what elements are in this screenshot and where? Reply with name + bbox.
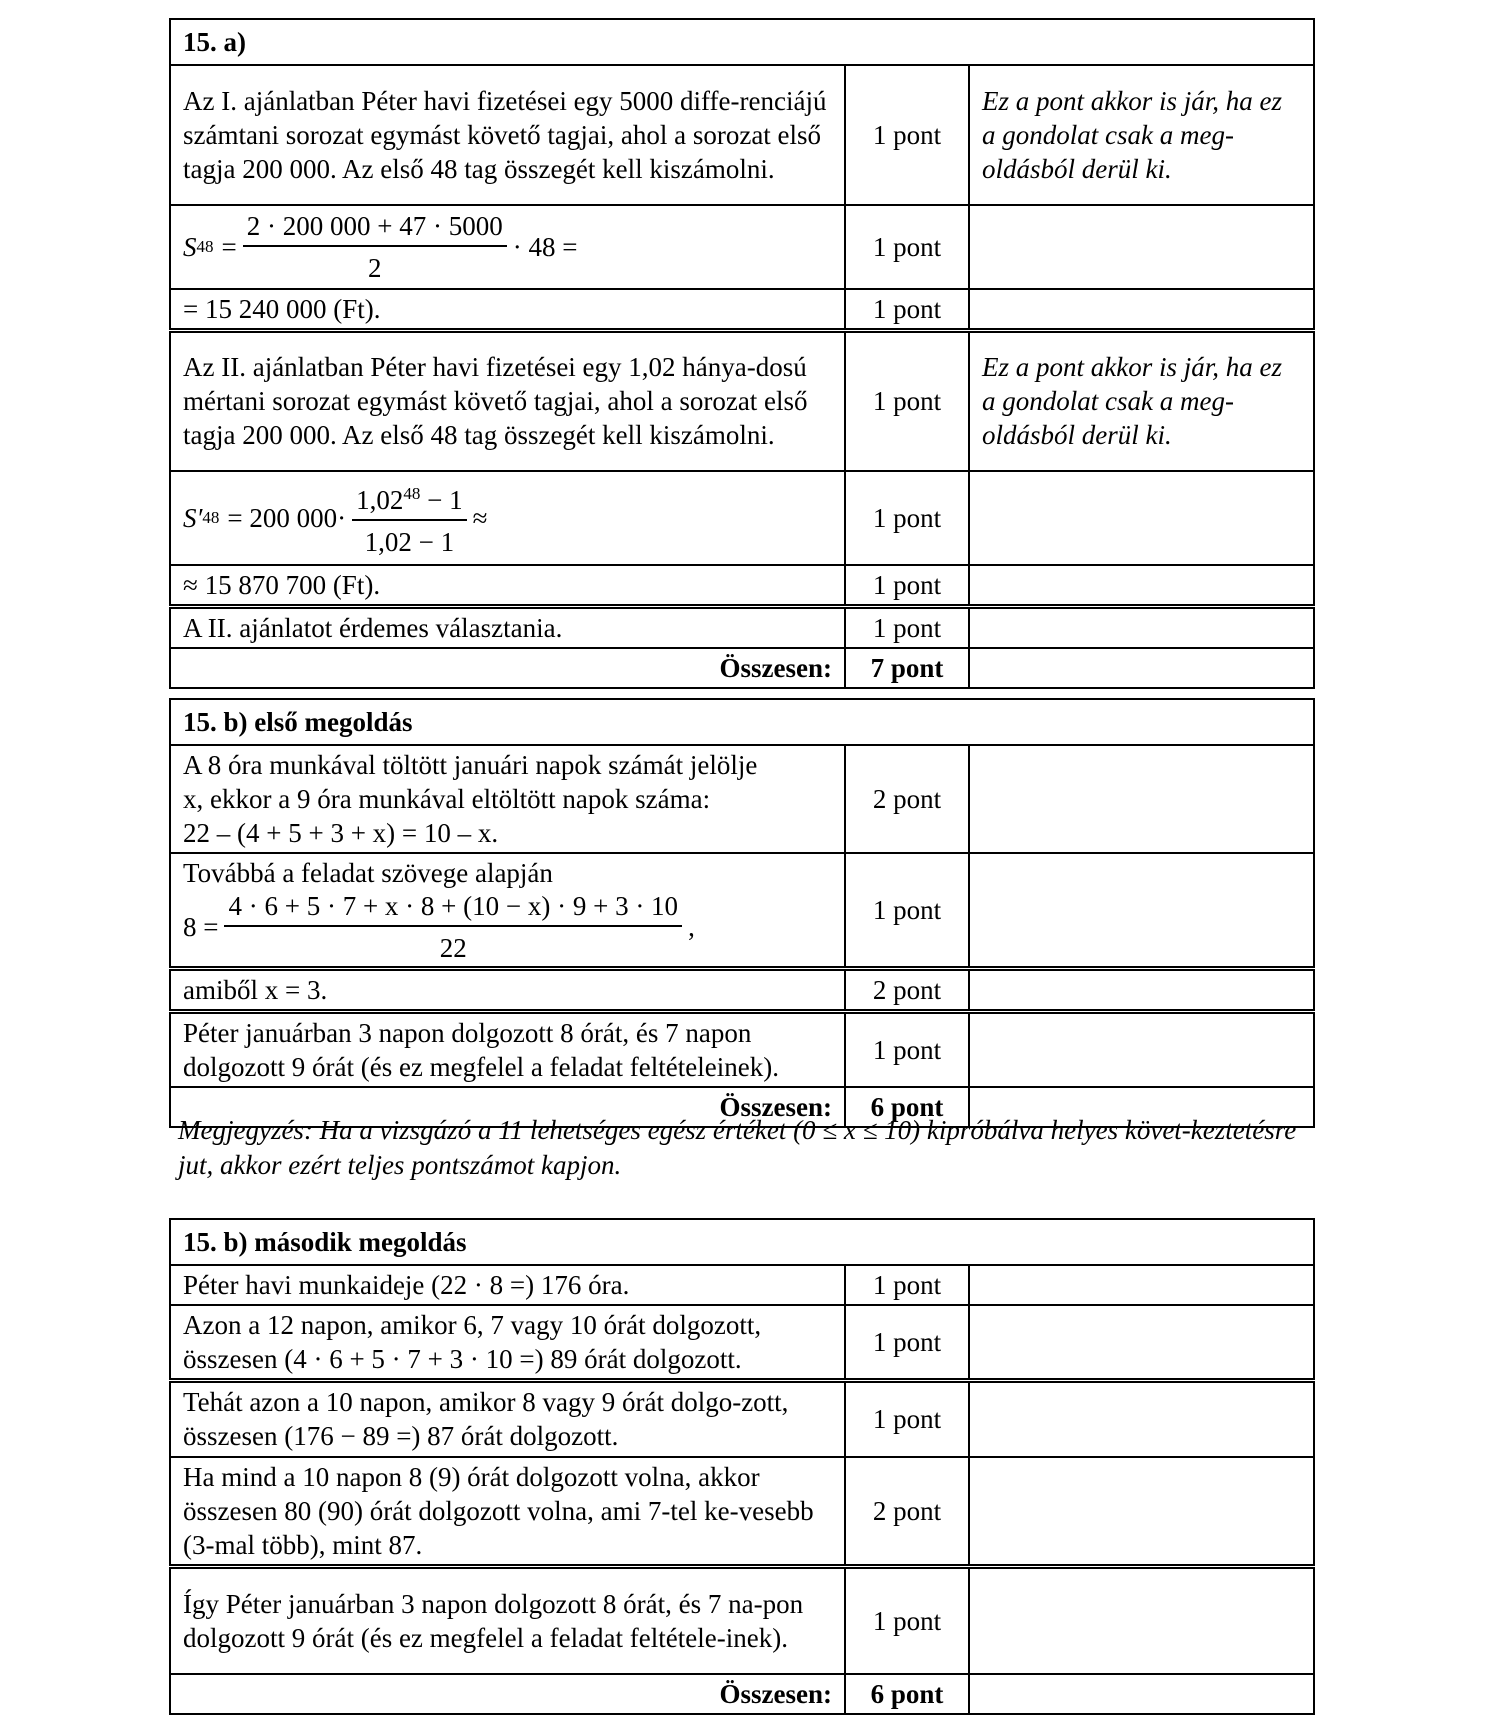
formula-equals: = bbox=[221, 232, 237, 262]
total-points: 7 pont bbox=[845, 648, 969, 688]
solution-text: Az I. ajánlatban Péter havi fizetései egy 5000 diffe-renciájú számtani sorozat egymást követő tagjai, ahol a sorozat első tagja 200 000. Az első 48 tag összegét kell kiszámolni. bbox=[170, 65, 845, 205]
solution-text bbox=[170, 745, 845, 853]
formula-tail: , bbox=[688, 912, 695, 942]
table-row bbox=[170, 331, 1314, 471]
table-15b-second bbox=[169, 1218, 1315, 1715]
solution-text: Péter havi munkaideje (22 · 8 =) 176 óra. bbox=[170, 1265, 845, 1305]
section-number: 15. b) bbox=[183, 707, 248, 737]
points-cell: 1 pont bbox=[845, 1012, 969, 1088]
numerator-base: 1,02 bbox=[356, 484, 404, 515]
solution-text: Így Péter januárban 3 napon dolgozott 8 órát, és 7 na-pon dolgozott 9 órát (és ez megfelel a feladat feltétele-inek). bbox=[170, 1566, 845, 1674]
points-cell: 1 pont bbox=[845, 565, 969, 607]
numerator-rest: − 1 bbox=[420, 484, 463, 515]
section-heading bbox=[170, 1219, 1314, 1265]
remark-text: Megjegyzés: Ha a vizsgázó a 11 lehetséges egész értéket (0 ≤ x ≤ 10) kipróbálva helyes követ-keztetésre jut, akkor ezért teljes pontszámot kapjon. bbox=[178, 1115, 1297, 1180]
note-cell bbox=[969, 1381, 1314, 1457]
note-cell bbox=[969, 1265, 1314, 1305]
note-cell: Ez a pont akkor is jár, ha ez a gondolat csak a meg-oldásból derül ki. bbox=[969, 331, 1314, 471]
table-row bbox=[170, 1381, 1314, 1457]
solution-text: Tehát azon a 10 napon, amikor 8 vagy 9 órát dolgo-zott, összesen (176 − 89 =) 87 órát dolgozott. bbox=[170, 1381, 845, 1457]
text-line: Továbbá a feladat szövege alapján bbox=[183, 858, 553, 888]
fraction bbox=[352, 477, 466, 559]
formula-lhs: 8 = bbox=[183, 912, 219, 942]
note-cell bbox=[969, 969, 1314, 1012]
points-cell: 1 pont bbox=[845, 471, 969, 565]
table-15a bbox=[169, 18, 1315, 689]
text-line: 22 – (4 + 5 + 3 + x) = 10 – x. bbox=[183, 818, 499, 848]
points-cell: 1 pont bbox=[845, 606, 969, 648]
table-row bbox=[170, 1012, 1314, 1088]
text-line: x, ekkor a 9 óra munkával eltöltött napok száma: bbox=[183, 784, 711, 814]
total-label: Összesen: bbox=[170, 1087, 845, 1127]
total-label: Összesen: bbox=[170, 648, 845, 688]
fraction bbox=[243, 209, 507, 285]
solution-text: = 15 240 000 (Ft). bbox=[170, 289, 845, 331]
fraction-denominator: 2 bbox=[367, 253, 382, 283]
note-cell bbox=[969, 1566, 1314, 1674]
note-cell bbox=[969, 853, 1314, 969]
formula-equals: = 200 000· bbox=[227, 502, 347, 533]
note-cell bbox=[969, 471, 1314, 565]
points-cell: 1 pont bbox=[845, 65, 969, 205]
solution-text: amiből x = 3. bbox=[170, 969, 845, 1012]
points-cell: 1 pont bbox=[845, 331, 969, 471]
empty-cell bbox=[969, 1674, 1314, 1714]
note-cell bbox=[969, 289, 1314, 331]
note-cell bbox=[969, 565, 1314, 607]
formula-tail: ≈ bbox=[472, 502, 488, 533]
note-cell bbox=[969, 1012, 1314, 1088]
table-row bbox=[170, 289, 1314, 331]
table-row bbox=[170, 1265, 1314, 1305]
points-cell: 1 pont bbox=[845, 1381, 969, 1457]
formula-subscript: 48 bbox=[196, 237, 214, 256]
note-cell: Ez a pont akkor is jár, ha ez a gondolat csak a meg-oldásból derül ki. bbox=[969, 65, 1314, 205]
table-row bbox=[170, 565, 1314, 607]
solution-text: ≈ 15 870 700 (Ft). bbox=[170, 565, 845, 607]
formula-cell bbox=[170, 853, 845, 969]
formula-tail: · 48 = bbox=[512, 232, 578, 262]
points-cell: 1 pont bbox=[845, 289, 969, 331]
points-cell: 1 pont bbox=[845, 1566, 969, 1674]
note-cell bbox=[969, 1457, 1314, 1567]
solution-text: Péter januárban 3 napon dolgozott 8 órát, és 7 napon dolgozott 9 órát (és ez megfelel a feladat feltételeinek). bbox=[170, 1012, 845, 1088]
total-points: 6 pont bbox=[845, 1674, 969, 1714]
points-cell: 1 pont bbox=[845, 1265, 969, 1305]
table-row bbox=[170, 745, 1314, 853]
table-row bbox=[170, 1566, 1314, 1674]
table-row bbox=[170, 205, 1314, 289]
note-cell bbox=[969, 606, 1314, 648]
table-row bbox=[170, 969, 1314, 1012]
text-line: A 8 óra munkával töltött januári napok számát jelölje bbox=[183, 750, 758, 780]
section-heading bbox=[170, 699, 1314, 745]
empty-cell bbox=[969, 648, 1314, 688]
total-row bbox=[170, 1674, 1314, 1714]
table-row bbox=[170, 471, 1314, 565]
table-row bbox=[170, 853, 1314, 969]
formula-subscript: 48 bbox=[202, 507, 220, 527]
points-cell: 1 pont bbox=[845, 1305, 969, 1381]
note-cell bbox=[969, 745, 1314, 853]
points-cell: 2 pont bbox=[845, 969, 969, 1012]
fraction-numerator: 2 · 200 000 + 47 · 5000 bbox=[243, 209, 507, 247]
section-number: 15. b) bbox=[183, 1227, 248, 1257]
points-cell: 2 pont bbox=[845, 745, 969, 853]
solution-text: Az II. ajánlatban Péter havi fizetései egy 1,02 hánya-dosú mértani sorozat egymást követő tagjai, ahol a sorozat első tagja 200 000. Az első 48 tag összegét kell kiszámolni. bbox=[170, 331, 845, 471]
note-cell bbox=[969, 205, 1314, 289]
numerator-exponent: 48 bbox=[403, 483, 421, 503]
fraction-denominator: 22 bbox=[439, 933, 467, 963]
formula-cell bbox=[170, 471, 845, 565]
fraction-numerator bbox=[352, 477, 466, 521]
points-cell: 1 pont bbox=[845, 853, 969, 969]
total-points: 6 pont bbox=[845, 1087, 969, 1127]
table-row bbox=[170, 1457, 1314, 1567]
points-cell: 2 pont bbox=[845, 1457, 969, 1567]
section-heading: 15. a) bbox=[170, 19, 1314, 65]
fraction-denominator: 1,02 − 1 bbox=[364, 526, 455, 557]
table-15b-first bbox=[169, 698, 1315, 1128]
table-row bbox=[170, 65, 1314, 205]
points-cell: 1 pont bbox=[845, 205, 969, 289]
section-subtitle: első megoldás bbox=[254, 707, 413, 737]
fraction bbox=[224, 889, 682, 965]
solution-text: Ha mind a 10 napon 8 (9) órát dolgozott volna, akkor összesen 80 (90) órát dolgozott volna, ami 7-tel ke-vesebb (3-mal több), mint 87. bbox=[170, 1457, 845, 1567]
formula-cell bbox=[170, 205, 845, 289]
total-label: Összesen: bbox=[170, 1674, 845, 1714]
solution-text: A II. ajánlatot érdemes választania. bbox=[170, 606, 845, 648]
formula-variable: S′ bbox=[183, 502, 203, 533]
fraction-numerator: 4 · 6 + 5 · 7 + x · 8 + (10 − x) · 9 + 3 · 10 bbox=[224, 889, 682, 927]
section-subtitle: második megoldás bbox=[254, 1227, 467, 1257]
formula-variable: S bbox=[183, 232, 197, 262]
solution-text: Azon a 12 napon, amikor 6, 7 vagy 10 órát dolgozott, összesen (4 · 6 + 5 · 7 + 3 · 10 =) 89 órát dolgozott. bbox=[170, 1305, 845, 1381]
note-cell bbox=[969, 1305, 1314, 1381]
table-row bbox=[170, 1305, 1314, 1381]
total-row bbox=[170, 648, 1314, 688]
table-row bbox=[170, 606, 1314, 648]
